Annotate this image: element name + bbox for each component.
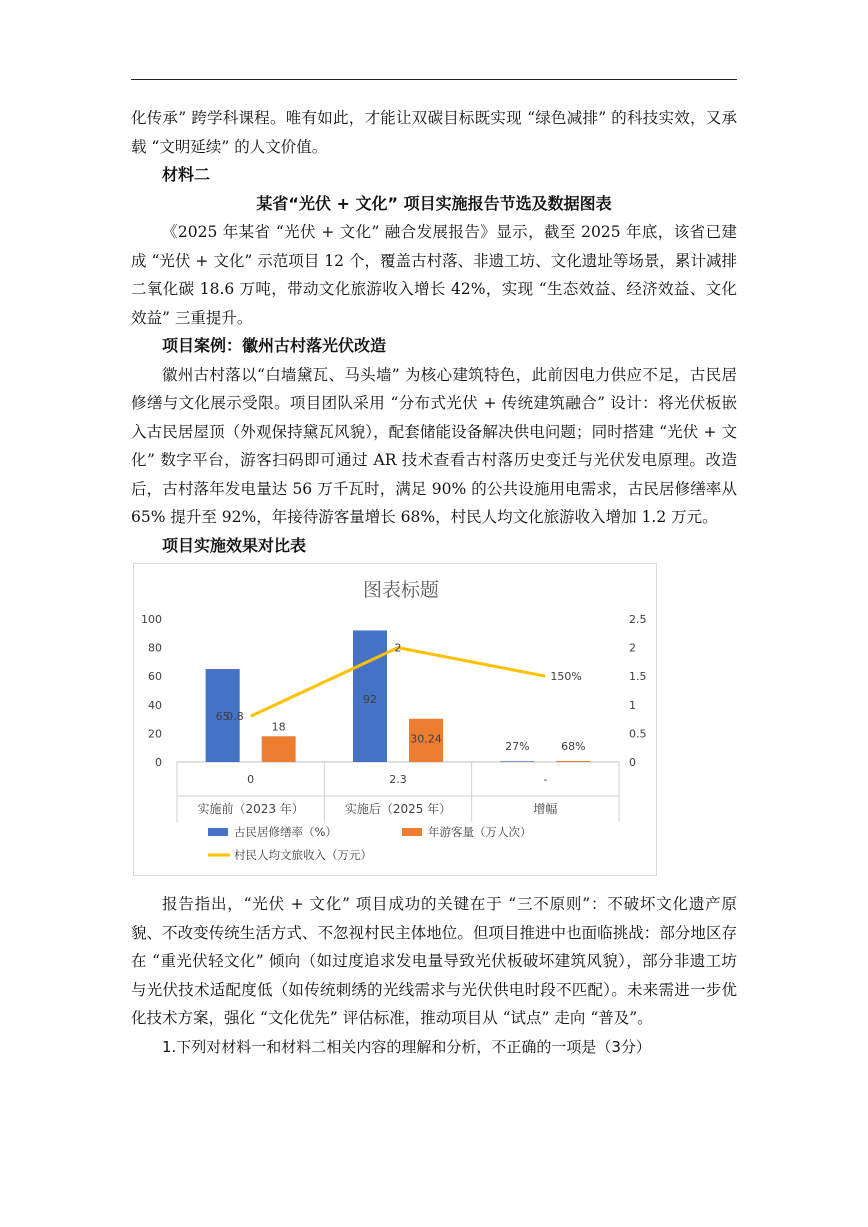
line-label-2: 150% [550,670,582,684]
case-heading: 项目案例：徽州古村落光伏改造 [162,336,387,355]
summary-paragraph: 报告指出，“光伏 + 文化” 项目成功的关键在于 “三不原则”：不破坏文化遗产原貌、不改变传统生活方式、不忽视村民主体地位。但项目推进中也面临挑战：部分地区存在 “重光伏轻文化” 倾向（如过度追求发电量导致光伏板破坏建筑风貌），部分非遗工坊与光伏技术适配度低（如传统刺绣的光线需求与光伏供电时段不匹配）。未来需进一步优化技术方案，强化 “文化优先” 评估标准，推动项目从 “试点” 走向 “普及”。 [131,895,737,1027]
case-paragraph: 徽州古村落以“白墙黛瓦、马头墙” 为核心建筑特色，此前因电力供应不足，古民居修缮与文化展示受限。项目团队采用 “分布式光伏 + 传统建筑融合” 设计：将光伏板嵌入古民居屋顶（外观保持黛瓦风貌），配套储能设备解决供电问题；同时搭建 “光伏 + 文化” 数字平台，游客扫码即可通过 AR 技术查看古村落历史变迁与光伏发电原理。改造后，古村落年发电量达 56 万千瓦时，满足 90% 的公共设施用电需求，古民居修缮率从 65% 提升至 92%，年接待游客量增长 68%，村民人均文化旅游收入增加 1.2 万元。 [131,365,737,526]
legend-label-1: 年游客量（万人次） [428,825,532,839]
document-body-top [131,104,737,560]
y-right-tick-0: 0 [629,756,636,769]
x-category-label-1: 实施后（2025 年） [344,802,452,816]
legend-swatch-1 [402,828,422,836]
bar-0-2 [500,761,534,762]
bar-label-1-0: 18 [271,720,286,734]
line-label-1: 2 [394,641,402,655]
y-right-tick-1: 0.5 [629,727,647,741]
y-right-tick-5: 2.5 [629,613,647,626]
line-label-0: 0.8 [226,710,244,724]
intro-paragraph: 《2025 年某省 “光伏 + 文化” 融合发展报告》显示，截至 2025 年底，该省已建成 “光伏 + 文化” 示范项目 12 个，覆盖古村落、非遗工坊、文化遗址等场景，累计减排二氧化碳 18.6 万吨，带动文化旅游收入增长 42%，实现 “生态效益、经济效益、文化效益” 三重提升。 [131,223,737,327]
bar-1-0 [262,736,296,762]
y-left-tick-0: 0 [155,756,162,769]
x-sublabel-0: 0 [247,773,255,786]
bar-label-1-1: 30.24 [410,732,442,746]
continuation-paragraph: 化传承” 跨学科课程。唯有如此，才能让双碳目标既实现 “绿色减排” 的科技实效，又承载 “文明延续” 的人文价值。 [131,109,737,156]
effect-comparison-chart [133,563,657,876]
table-heading: 项目实施效果对比表 [162,535,307,555]
y-right-tick-2: 1 [629,698,636,712]
legend-swatch-0 [208,828,228,836]
bar-label-0-0: 65 [215,710,230,724]
question-1: 1.下列对材料一和材料二相关内容的理解和分析，不正确的一项是（3分） [162,1037,651,1056]
material-label: 材料二 [162,165,211,184]
y-left-tick-2: 40 [148,698,162,712]
y-right-tick-4: 2 [629,641,636,655]
document-body-bottom [131,890,737,1061]
legend-label-2: 村民人均文旅收入（万元） [234,848,372,862]
bar-label-0-1: 92 [363,692,377,706]
chart-svg [134,564,656,875]
x-category-label-0: 实施前（2023 年） [197,802,304,816]
report-title: 某省“光伏 + 文化” 项目实施报告节选及数据图表 [256,193,612,213]
header-rule [131,79,737,80]
x-sublabel-1: 2.3 [389,773,407,786]
y-right-tick-3: 1.5 [629,670,647,684]
x-category-label-2: 增幅 [533,802,558,816]
y-left-tick-1: 20 [148,727,162,741]
bar-1-2 [556,761,590,762]
bar-label-1-2: 68% [561,740,586,753]
chart-title: 图表标题 [362,579,440,601]
line-series [251,648,546,717]
x-sublabel-2: - [543,773,548,786]
bar-label-0-2: 27% [505,740,530,753]
legend-label-0: 古民居修缮率（%） [234,825,337,839]
y-left-tick-3: 60 [148,670,162,684]
y-left-tick-5: 100 [141,613,162,626]
y-left-tick-4: 80 [148,641,162,655]
